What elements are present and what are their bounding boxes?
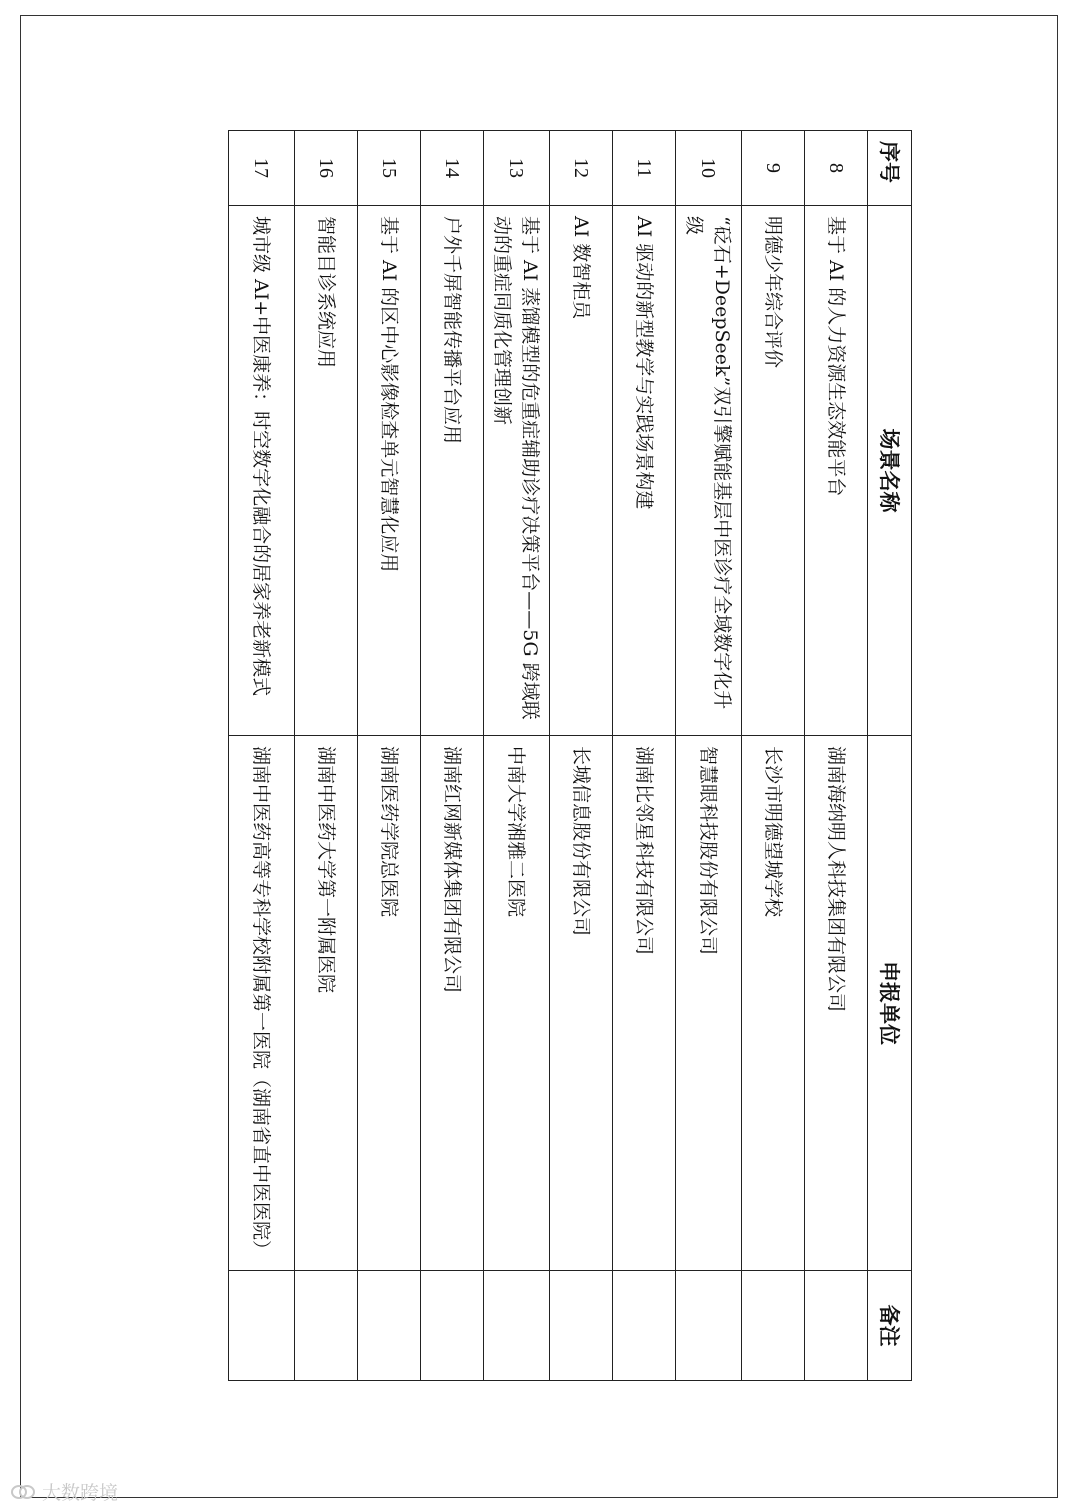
- row-name: AI 数智柜员: [550, 206, 613, 736]
- row-num: 13: [484, 131, 550, 206]
- row-note: [421, 1271, 484, 1381]
- row-note: [358, 1271, 421, 1381]
- row-num: 16: [295, 131, 358, 206]
- row-name: 基于 AI 的人力资源生态效能平台: [805, 206, 868, 736]
- row-num: 11: [613, 131, 676, 206]
- row-name: 基于 AI 蒸馏模型的危重症辅助诊疗决策平台——5G 跨域联动的重症同质化管理创新: [484, 206, 550, 736]
- rotated-table-container: [232, 130, 912, 1380]
- row-note: [229, 1271, 295, 1381]
- row-note: [295, 1271, 358, 1381]
- row-num: 10: [676, 131, 742, 206]
- row-num: 9: [742, 131, 805, 206]
- table-row: [229, 131, 295, 1381]
- table-row: [358, 131, 421, 1381]
- row-name: AI 驱动的新型教学与实践场景构建: [613, 206, 676, 736]
- table-row: [676, 131, 742, 1381]
- row-num: 8: [805, 131, 868, 206]
- row-name: “砭石+DeepSeek”双引擎赋能基层中医诊疗全域数字化升级: [676, 206, 742, 736]
- row-note: [805, 1271, 868, 1381]
- watermark: [10, 1478, 118, 1505]
- row-num: 15: [358, 131, 421, 206]
- row-note: [484, 1271, 550, 1381]
- row-note: [742, 1271, 805, 1381]
- table-row: [550, 131, 613, 1381]
- row-unit: 中南大学湘雅二医院: [484, 736, 550, 1271]
- table-row: [805, 131, 868, 1381]
- link-icon: [10, 1482, 36, 1502]
- table-row: [613, 131, 676, 1381]
- table-row: [421, 131, 484, 1381]
- row-note: [550, 1271, 613, 1381]
- row-note: [676, 1271, 742, 1381]
- table-row: [742, 131, 805, 1381]
- header-num: 序号: [868, 131, 912, 206]
- row-unit: 长沙市明德望城学校: [742, 736, 805, 1271]
- row-unit: 长城信息股份有限公司: [550, 736, 613, 1271]
- row-unit: 湖南海纳明人科技集团有限公司: [805, 736, 868, 1271]
- row-unit: 湖南中医药高等专科学校附属第一医院（湖南省直中医医院）: [229, 736, 295, 1271]
- watermark-text: 大数跨境: [42, 1482, 119, 1504]
- row-num: 17: [229, 131, 295, 206]
- row-num: 14: [421, 131, 484, 206]
- scenario-table: [228, 130, 912, 1381]
- table-header-row: [868, 131, 912, 1381]
- header-note: 备注: [868, 1271, 912, 1381]
- row-unit: 湖南中医药大学第一附属医院: [295, 736, 358, 1271]
- row-name: 明德少年综合评价: [742, 206, 805, 736]
- row-unit: 湖南比邻星科技有限公司: [613, 736, 676, 1271]
- row-name: 户外千屏智能传播平台应用: [421, 206, 484, 736]
- row-unit: 湖南医药学院总医院: [358, 736, 421, 1271]
- row-name: 智能目诊系统应用: [295, 206, 358, 736]
- table-row: [484, 131, 550, 1381]
- row-unit: 湖南红网新媒体集团有限公司: [421, 736, 484, 1271]
- header-unit: 申报单位: [868, 736, 912, 1271]
- row-num: 12: [550, 131, 613, 206]
- row-note: [613, 1271, 676, 1381]
- row-name: 基于 AI 的区中心影像检查单元智慧化应用: [358, 206, 421, 736]
- row-unit: 智慧眼科技股份有限公司: [676, 736, 742, 1271]
- header-name: 场景名称: [868, 206, 912, 736]
- row-name: 城市级 AI+中医康养：时空数字化融合的居家养老新模式: [229, 206, 295, 736]
- table-row: [295, 131, 358, 1381]
